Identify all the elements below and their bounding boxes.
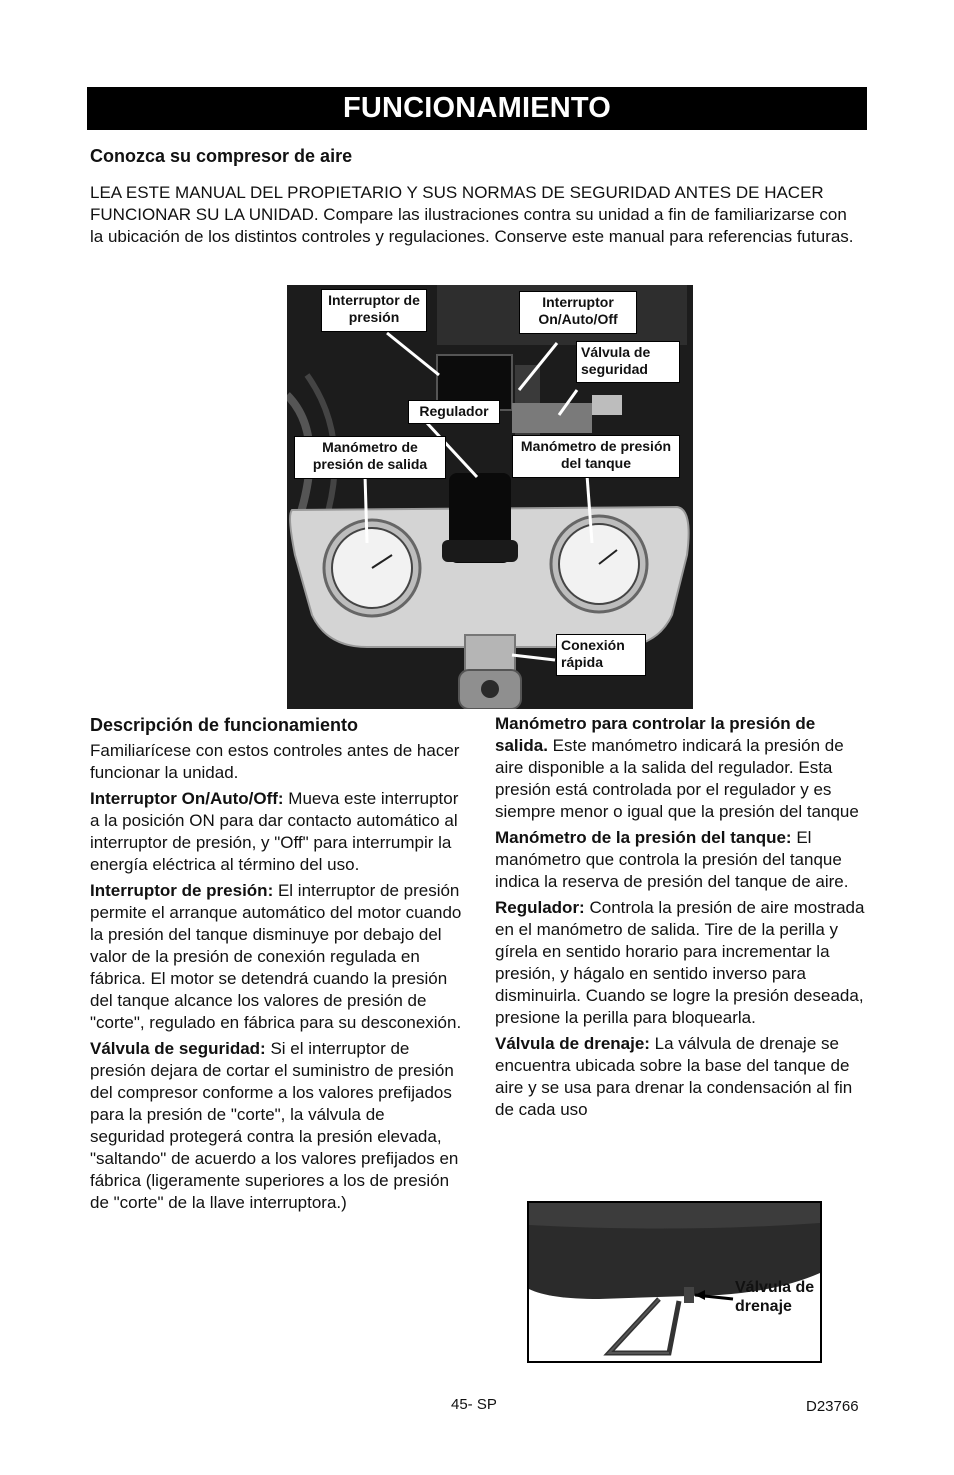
item-safety-valve: Válvula de seguridad: Si el interruptor de presión dejara de cortar el suministro de presión del compresor conforme a los valores prefijados para la presión de "corte", la válvula de seguridad protegerá contra la presión elevada, "saltando" de acuerdo a los valores prefijados en fábrica (ligeramente superiores a los de presión de "corte" de la llave interruptora.)	[90, 1039, 459, 1212]
label-safety-valve: Válvula de seguridad	[576, 341, 680, 383]
description-title: Descripción de funcionamiento	[90, 715, 359, 735]
label-outlet-gauge: Manómetro de presión de salida	[294, 436, 446, 479]
item-pressure-switch: Interruptor de presión: El interruptor de presión permite el arranque automático del motor cuando la presión del tanque disminuye por debajo del valor de la presión de conexión regulada en fábrica. El motor se detendrá cuando la presión del tanque alcance los valores de presión de "corte", regulado en fábrica para su desconexión.	[90, 881, 462, 1032]
description-right-column	[495, 713, 867, 1125]
label-quick-connect: Conexión rápida	[556, 634, 646, 676]
description-intro: Familiarícese con estos controles antes de hacer funcionar la unidad.	[90, 741, 460, 782]
page-number: 45- SP	[451, 1396, 497, 1413]
item-regulator: Regulador: Controla la presión de aire mostrada en el manómetro de salida. Tire de la perilla y gírela en sentido horario para incrementar la presión, y hágalo en sentido inverso para disminuirla. Cuando se logre la presión deseada, presione la perilla para bloquearla.	[495, 898, 865, 1027]
intro-paragraph: LEA ESTE MANUAL DEL PROPIETARIO Y SUS NORMAS DE SEGURIDAD ANTES DE HACER FUNCIONAR SU LA UNIDAD. Compare las ilustraciones contra su unidad a fin de familiarizarse con la ubicación de los distintos controles y regulaciones. Conserve este manual para referencias futuras.	[90, 183, 854, 246]
label-on-auto-off: Interruptor On/Auto/Off	[519, 291, 637, 334]
item-drain-valve: Válvula de drenaje: La válvula de drenaje se encuentra ubicada sobre la base del tanque de aire y se usa para drenar la condensación al fin de cada uso	[495, 1034, 853, 1119]
item-on-auto-off: Interruptor On/Auto/Off: Mueva este interruptor a la posición ON para dar contacto automático al interruptor de presión, y "Off" para interrumpir la energía eléctrica al término del uso.	[90, 789, 459, 874]
label-tank-gauge: Manómetro de presión del tanque	[512, 435, 680, 478]
label-drain-valve: Válvula de drenaje	[735, 1279, 815, 1315]
description-left-column	[90, 713, 462, 1218]
page-banner: FUNCIONAMIENTO	[87, 87, 867, 130]
label-pressure-switch: Interruptor de presión	[321, 289, 427, 332]
section-title: Conozca su compresor de aire	[90, 146, 353, 166]
item-outlet-gauge: Manómetro para controlar la presión de salida. Este manómetro indicará la presión de aire disponible a la salida del regulador. Esta presión está controlada por el regulador y es siempre menor o igual que la presión del tanque	[495, 714, 859, 821]
document-code: D23766	[806, 1398, 859, 1415]
label-regulator: Regulador	[408, 400, 500, 424]
item-tank-gauge: Manómetro de la presión del tanque: El manómetro que controla la presión del tanque indica la reserva de presión del tanque de aire.	[495, 828, 849, 891]
